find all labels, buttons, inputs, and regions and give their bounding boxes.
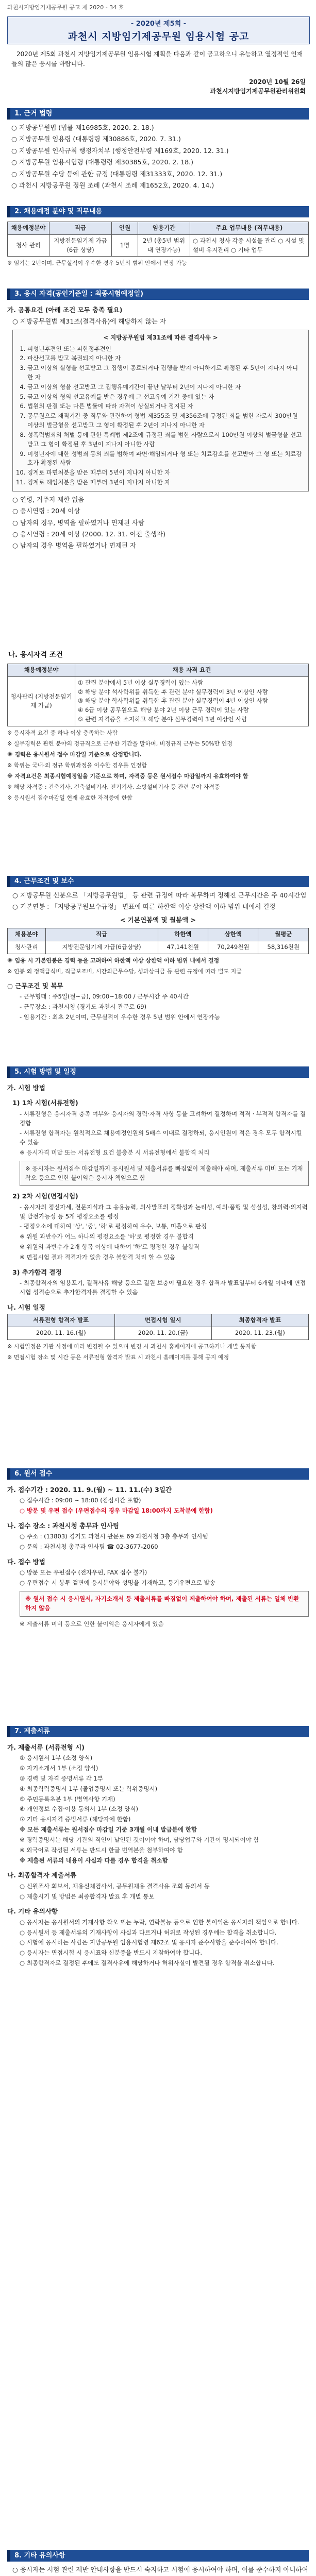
list-item: 2. 파산선고를 받고 복권되지 아니한 자 [27,354,303,363]
paragraph: - 최종합격자의 임용포기, 결격사유 해당 등으로 결원 보충이 필요한 경우 합격자 발표일부터 6개월 이내에 면접시험 성적순으로 추가합격자를 결정할 수 있음 [20,1279,306,1296]
list-item: 11. 징계로 해임처분을 받은 때부터 3년이 지나지 아니한 자 [27,478,303,487]
paragraph: ○ 제출시기 및 방법은 최종합격자 발표 후 개별 통보 [20,1892,155,1900]
section-title: 4. 근무조건 및 보수 [7,876,309,887]
list-item: 1. 피성년후견인 또는 피한정후견인 [27,345,303,354]
disqualification-list [18,345,303,487]
list-item: 4. 금고 이상의 형을 선고받고 그 집행유예기간이 끝난 날부터 2년이 지나지 아니한 자 [27,383,303,392]
section-title: 8. 기타 유의사항 [7,2550,309,2562]
eligibility-note: ※ 실무경력은 관련 분야의 정규직으로 근무한 기간을 말하며, 비정규직 근무는 50%만 인정 [7,740,232,747]
paragraph: ○ 응시연령 : 20세 이상 (2000. 12. 31. 이전 출생자) [12,530,165,538]
paragraph: ① 응시원서 1부 (소정 양식) [20,1754,93,1762]
section-recruitment-field [7,206,309,267]
section-title: 5. 시험 방법 및 일정 [7,1066,309,1078]
paragraph: ○ 지방공무원법 제31조(결격사유)에 해당하지 않는 자 [12,317,166,326]
paragraph: - 평정요소에 대하여 '상', '중', '하'로 평정하여 우수, 보통, 미흡으로 판정 [20,1223,207,1230]
paragraph: ○ 기본연봉 : 「지방공무원보수규정」 별표에 따른 하한액 이상 상한액 이하 범위 내에서 결정 [12,903,276,911]
paragraph: ③ 경력 및 자격 증명서류 각 1부 [20,1775,103,1782]
subsection-title: 나. 응시자격 조건 [8,650,63,659]
intro-text [11,49,305,69]
section-eligibility-conditions [7,649,309,802]
notice-date-line: 2020년 10월 26일 [249,78,306,86]
section-title: 7. 제출서류 [7,1726,309,1737]
table-cell: 1명 [112,234,138,257]
salary-table [7,928,309,954]
paragraph: ○ 우편접수 시 봉투 겉면에 응시분야와 성명을 기재하고, 등기우편으로 발송 [20,1579,215,1587]
paragraph: ※ 외국어로 작성된 서류는 반드시 한글 번역본을 첨부하여야 함 [20,1846,183,1854]
table-cell: 지방전문임기제 가급(6급상당) [45,941,158,954]
paragraph: - 근무형태 : 주5일(월~금), 09:00~18:00 / 근무시간 주 40시간 [20,993,189,1001]
box-title: < 지방공무원법 제31조에 따른 결격사유 > [103,333,218,341]
table-header-row [8,222,309,235]
eligibility-note: ※ 응시원서 접수마감일 현재 유효한 자격증에 한함 [7,794,132,802]
notice-box-text: ※ 응시자는 원서접수 마감일까지 응시원서 및 제출서류를 빠짐없이 제출해야 하며, 제출서류 미비 또는 기재착오 등으로 인한 불이익은 응시자 책임으로 함 [25,1164,303,1181]
section-documents [7,1726,309,1969]
paragraph: ○ 응시원서 등 제출서류의 기재사항이 사실과 다르거나 허위로 작성된 경우에는 합격을 취소합니다. [20,1928,277,1936]
paragraph: ○ 최종합격자로 결정된 후에도 결격사유에 해당하거나 허위사실이 발견될 경우 합격을 취소합니다. [20,1959,275,1967]
eligibility-note: ※ 자격요건은 최종시험예정일을 기준으로 하며, 자격증 등은 원서접수 마감일까지 유효하여야 함 [7,773,248,780]
list-item: 7. 공무원으로 재직기간 중 직무와 관련하여 형법 제355조 및 제356조에 규정된 죄를 범한 자로서 300만원 이상의 벌금형을 선고받고 그 형이 확정된 후 2년이 지나지 아니한 자 [27,412,303,430]
paragraph: ※ 위원 과반수가 어느 하나의 평정요소를 '하'로 평정한 경우 불합격 [20,1233,194,1241]
table-header: 채용분야 [8,928,46,941]
paragraph: ⑥ 개인정보 수집·이용 동의서 1부 (소정 양식) [20,1805,138,1813]
section-eligibility [7,289,309,552]
paragraph: ⑦ 기타 응시자격 증빙서류 (해당자에 한함) [20,1816,131,1823]
paragraph: ④ 최종학력증명서 1부 (졸업증명서 또는 학위증명서) [20,1785,158,1792]
section-title: 6. 원서 접수 [7,1468,309,1480]
paragraph: - 서류전형은 응시자격 충족 여부와 응시자의 경력·자격 사항 등을 고려하여 결정하며 적격 · 부적격 합격자를 결정함 [20,1110,306,1127]
paragraph: ○ 방문 또는 우편접수 (전자우편, FAX 접수 불가) [20,1569,147,1577]
paragraph: ○ 지방공무원 신분으로 「지방공무원법」 등 관련 규정에 따라 복무하며 정해진 근무시간은 주 40시간임 [12,891,307,899]
step-title: 1) 1차 시험(서류전형) [12,1099,78,1107]
paragraph: ○ 연령, 거주지 제한 없음 [12,495,85,503]
paragraph: ○ 남자의 경우, 병역을 필하였거나 면제된 사람 [12,518,145,527]
legal-list [7,123,309,190]
paragraph: ※ 모든 제출서류는 원서접수 마감일 기준 3개월 이내 발급분에 한함 [20,1826,197,1834]
section-exam [7,1066,309,1362]
list-item: 5. 금고 이상의 형의 선고유예를 받은 경우에 그 선고유예 기간 중에 있는 자 [27,393,303,402]
section-application [7,1468,309,1630]
list-item: 10. 징계로 파면처분을 받은 때부터 5년이 지나지 아니한 자 [27,468,303,478]
paragraph: - 임용기간 : 최초 2년이며, 근무실적이 우수한 경우 5년 범위 안에서 연장가능 [20,1013,220,1021]
table-header: 주요 업무내용 (직무내용) [190,222,309,235]
banner-title: 과천시 지방임기제공무원 임용시험 공고 [68,31,250,43]
list-item: 6. 법원의 판결 또는 다른 법률에 따라 자격이 상실되거나 정지된 자 [27,402,303,411]
section-work-conditions [7,876,309,1023]
subsection-title: 다. 기타 유의사항 [7,1907,58,1916]
section-notes [7,2550,309,2576]
table-header-row [8,664,309,677]
table-cell: 지방전문임기제 가급(6급 상당) [49,234,112,257]
table-row [8,1327,309,1340]
requirement-item: ⑤ 관련 자격증을 소지하고 해당 분야 실무경력이 3년 이상인 사람 [78,716,247,723]
requirement-item: ② 해당 분야 석사학위를 취득한 후 관련 분야 실무경력이 3년 이상인 사람 [78,688,268,696]
paragraph: ※ 위원의 과반수가 2개 항목 이상에 대하여 '하'로 평정한 경우 불합격 [20,1243,199,1251]
eligibility-note: ※ 해당 자격증 : 건축기사, 건축설비기사, 전기기사, 소방설비기사 등 관련 분야 자격증 [7,784,220,791]
requirement-item: ④ 6급 이상 공무원으로 해당 분야 2년 이상 근무 경력이 있는 사람 [78,706,249,714]
eligibility-note: ※ 경력은 응시원서 접수 마감일 기준으로 산정합니다. [7,751,142,758]
eligibility-note: ※ 학위는 국내·외 정규 학위과정을 이수한 경우를 인정함 [7,762,147,769]
list-item: ○ 지방공무원 수당 등에 관한 규정 (대통령령 제31333호, 2020. 12. 31.) [11,170,223,178]
table-cell: 2020. 11. 16.(월) [8,1327,115,1340]
table-cell: 70,249천원 [208,941,258,954]
section-title: 3. 응시 자격(공인기준일 : 최종시험예정일) [7,289,309,300]
table-header: 월평균 [258,928,309,941]
table-header: 상한액 [208,928,258,941]
paragraph: ⑤ 주민등록초본 1부 (병역사항 기재) [20,1795,115,1803]
paragraph: ※ 응시자격 미달 또는 서류전형 요건 불충분 시 서류전형에서 불합격 처리 [20,1149,210,1156]
subsection-title: 나. 접수 장소 : 과천시청 총무과 인사팀 [7,1522,119,1530]
subsection-title: 가. 제출서류 (서류전형 시) [7,1743,85,1751]
salary-note: ※ 연봉 외 정액급식비, 직급보조비, 시간외근무수당, 성과상여금 등 관련 규정에 따라 별도 지급 [7,968,242,975]
table-header: 면접시험 일시 [114,1314,211,1327]
table-cell: 47,141천원 [158,941,208,954]
notice-box [20,1161,309,1187]
subsection-title: 나. 시험 일정 [7,1303,45,1311]
notice-date [210,77,306,96]
requirement-item: ③ 해당 분야 학사학위를 취득한 후 관련 분야 실무경력이 4년 이상인 사람 [78,697,268,705]
table-row [8,676,309,726]
recruitment-note: ※ 임기는 2년이며, 근무실적이 우수한 경우 5년의 범위 안에서 연장 가능 [7,260,187,267]
table-cell: 58,316천원 [258,941,309,954]
list-item: 9. 미성년자에 대한 성범죄 등의 죄를 범하여 파면·해임되거나 형 또는 치료감호를 선고받아 그 형 또는 치료감호가 확정된 사람 [27,450,303,468]
table-cell: 2년 (총5년 범위 내 연장가능) [138,234,190,257]
table-header: 채용예정분야 [8,664,75,677]
table-cell: 청사 관리 [8,234,49,257]
paragraph: ○ 시험에 응시하는 사람은 지방공무원 임용시험령 제62조 및 응시자 준수사항을 준수하여야 합니다. [20,1939,278,1946]
notice-org-line: 과천시지방임기제공무원관리위원회 [210,88,306,95]
table-cell: 청사관리 (지방전문임기제 가급) [8,676,75,726]
list-item: 8. 성폭력범죄의 처벌 등에 관한 특례법 제2조에 규정된 죄를 범한 사람으로서 100만원 이상의 벌금형을 선고받고 그 형이 확정된 후 3년이 지나지 아니한 사람 [27,431,303,449]
section-title: 1. 근거 법령 [7,108,309,120]
table-header: 서류전형 합격자 발표 [8,1314,115,1327]
table-header-row [8,928,309,941]
subsection-title: 가. 공통요건 (아래 조건 모두 충족 필요) [7,306,123,314]
list-item: ○ 과천시 지방공무원 정원 조례 (과천시 조례 제1652호, 2020. 4. 14.) [11,181,214,189]
notice-box-text: ※ 원서 접수 시 응시원서, 자기소개서 등 제출서류를 빠짐없이 제출하여야 하며, 제출된 서류는 일체 반환하지 않음 [25,1595,300,1612]
paragraph: ○ 문의 : 과천시청 총무과 인사팀 ☎ 02-3677-2060 [20,1543,158,1551]
paragraph: ※ 제출된 서류의 내용이 사실과 다를 경우 합격을 취소함 [20,1856,168,1864]
table-header: 채용예정분야 [8,222,49,235]
eligibility-table [7,664,309,726]
requirement-item: ① 관련 분야에서 5년 이상 실무경력이 있는 사람 [78,679,204,686]
paragraph: ※ 경력증명서는 해당 기관의 직인이 날인된 것이어야 하며, 담당업무와 기간이 명시되어야 함 [20,1836,259,1843]
section-legal-basis [7,108,309,192]
table-header: 하한액 [158,928,208,941]
paragraph: ※ 면접시험 결과 적격자가 없을 경우 불합격 처리 할 수 있음 [20,1253,175,1261]
table-header: 인원 [112,222,138,235]
paragraph: - 응시자의 정신자세, 전문지식과 그 응용능력, 의사발표의 정확성과 논리성, 예의·품행 및 성실성, 창의력·의지력 및 발전가능성 등 5개 평정요소를 평정 [20,1203,308,1220]
schedule-note: ※ 시험일정은 기관 사정에 따라 변경될 수 있으며 변경 시 과천시 홈페이지에 공고하거나 개별 통지함 [7,1343,257,1350]
paragraph: ○ 응시연령 : 20세 이상 [12,507,80,515]
table-cell [75,676,309,726]
table-header: 채용 자격 요건 [75,664,309,677]
subsection-title: 나. 최종합격자 제출서류 [7,1871,77,1879]
table-header-row [8,1314,309,1327]
table-cell: 청사관리 [8,941,46,954]
paragraph: ○ 응시자는 면접시험 시 응시표와 신분증을 반드시 지참하여야 합니다. [20,1949,202,1957]
recruitment-table [7,222,309,257]
paragraph: ② 자기소개서 1부 (소정 양식) [20,1765,98,1772]
paragraph: ○ 신원조사 회보서, 채용신체검사서, 공무원채용 결격사유 조회 동의서 등 [20,1882,210,1890]
paragraph: ○ 응시자는 응시원서의 기재사항 착오 또는 누락, 연락불능 등으로 인한 불이익은 응시자의 책임으로 합니다. [20,1918,300,1926]
paragraph: ○ 방문 및 우편 접수 (우편접수의 경우 마감일 18:00까지 도착분에 한함) [20,1507,213,1515]
list-item: 3. 금고 이상의 실형을 선고받고 그 집행이 종료되거나 집행을 받지 아니하기로 확정된 후 5년이 지나지 아니한 자 [27,364,303,382]
notice-banner [7,16,310,44]
table-header: 최종합격자 발표 [211,1314,308,1327]
schedule-note: ※ 면접시험 장소 및 시간 등은 서류전형 합격자 발표 시 과천시 홈페이지를 통해 공지 예정 [7,1353,229,1361]
document-number: 과천시지방임기제공무원 공고 제 2020 - 34 호 [7,4,124,11]
list-item: ○ 지방공무원법 (법률 제16985호, 2020. 2. 18.) [11,124,154,131]
salary-note: ※ 임용 시 기본연봉은 경력 등을 고려하여 하한액 이상 상한액 이하 범위 내에서 결정 [7,957,220,964]
subsection-title: ○ 근무조건 및 복무 [7,981,63,990]
subsection-title: 다. 접수 방법 [7,1558,45,1566]
paragraph: - 근무장소 : 과천시청 (경기도 과천시 관문로 69) [20,1003,147,1011]
table-header: 임용기간 [138,222,190,235]
list-item: ○ 지방공무원 인사규칙 행정자치부 (행정안전부령 제169호, 2020. 12. 31.) [11,146,229,155]
schedule-table [7,1314,309,1340]
intro-paragraph: 2020년 제5회 과천시 지방임기제공무원 임용시험 계획을 다음과 같이 공고하오니 유능하고 열정적인 인재들의 많은 응시를 바랍니다. [11,50,303,67]
paragraph: ※ 제출서류 미비 등으로 인한 불이익은 응시자에게 있음 [20,1620,164,1628]
paragraph: - 서류전형 합격자는 원칙적으로 채용예정인원의 5배수 이내로 결정하되, 응시인원이 적은 경우 모두 합격시킬 수 있음 [20,1129,302,1146]
eligibility-note: ※ 응시자격 요건 중 하나 이상 충족하는 사람 [7,729,118,736]
paragraph: ○ 접수시간 : 09:00 ~ 18:00 (점심시간 포함) [20,1497,141,1504]
step-title: 2) 2차 시험(면접시험) [12,1192,78,1200]
banner-year: - 2020년 제5회 - [130,20,187,28]
table-row [8,234,309,257]
subsection-title: 가. 시험 방법 [7,1084,45,1092]
paragraph: ○ 주소 : (13803) 경기도 과천시 관문로 69 과천시청 3층 총무과 인사팀 [20,1533,209,1540]
step-title: 3) 추가합격 결정 [12,1268,62,1276]
disqualification-box [12,330,309,492]
subsection-title: 가. 접수기간 : 2020. 11. 9.(월) ~ 11. 11.(수) 3일간 [7,1486,172,1494]
table-header: 직급 [45,928,158,941]
table-header: 직급 [49,222,112,235]
list-item: ○ 지방공무원 임용령 (대통령령 제30886호, 2020. 7. 31.) [11,135,181,143]
table-cell: ○ 과천시 청사 각종 시설물 관리 ○ 시설 및 설비 유지관리 ○ 기타 업무 [190,234,309,257]
table-row [8,941,309,954]
table-cell: 2020. 11. 20.(금) [114,1327,211,1340]
section-title: 2. 채용예정 분야 및 직무내용 [7,206,309,217]
list-item: ○ 지방공무원 임용시험령 (대통령령 제30385호, 2020. 2. 18.) [11,158,194,166]
salary-table-title: < 기본연봉액 및 월봉액 > [120,916,196,924]
notice-box [20,1591,309,1617]
paragraph: ○ 응시자는 시험 관련 제반 안내사항을 반드시 숙지하고 시험에 응시하여야 하며, 이를 준수하지 아니하여 [12,2566,308,2573]
paragraph: ○ 남자의 경우 병역을 필하였거나 면제된 자 [12,541,137,550]
table-cell: 2020. 11. 23.(월) [211,1327,308,1340]
